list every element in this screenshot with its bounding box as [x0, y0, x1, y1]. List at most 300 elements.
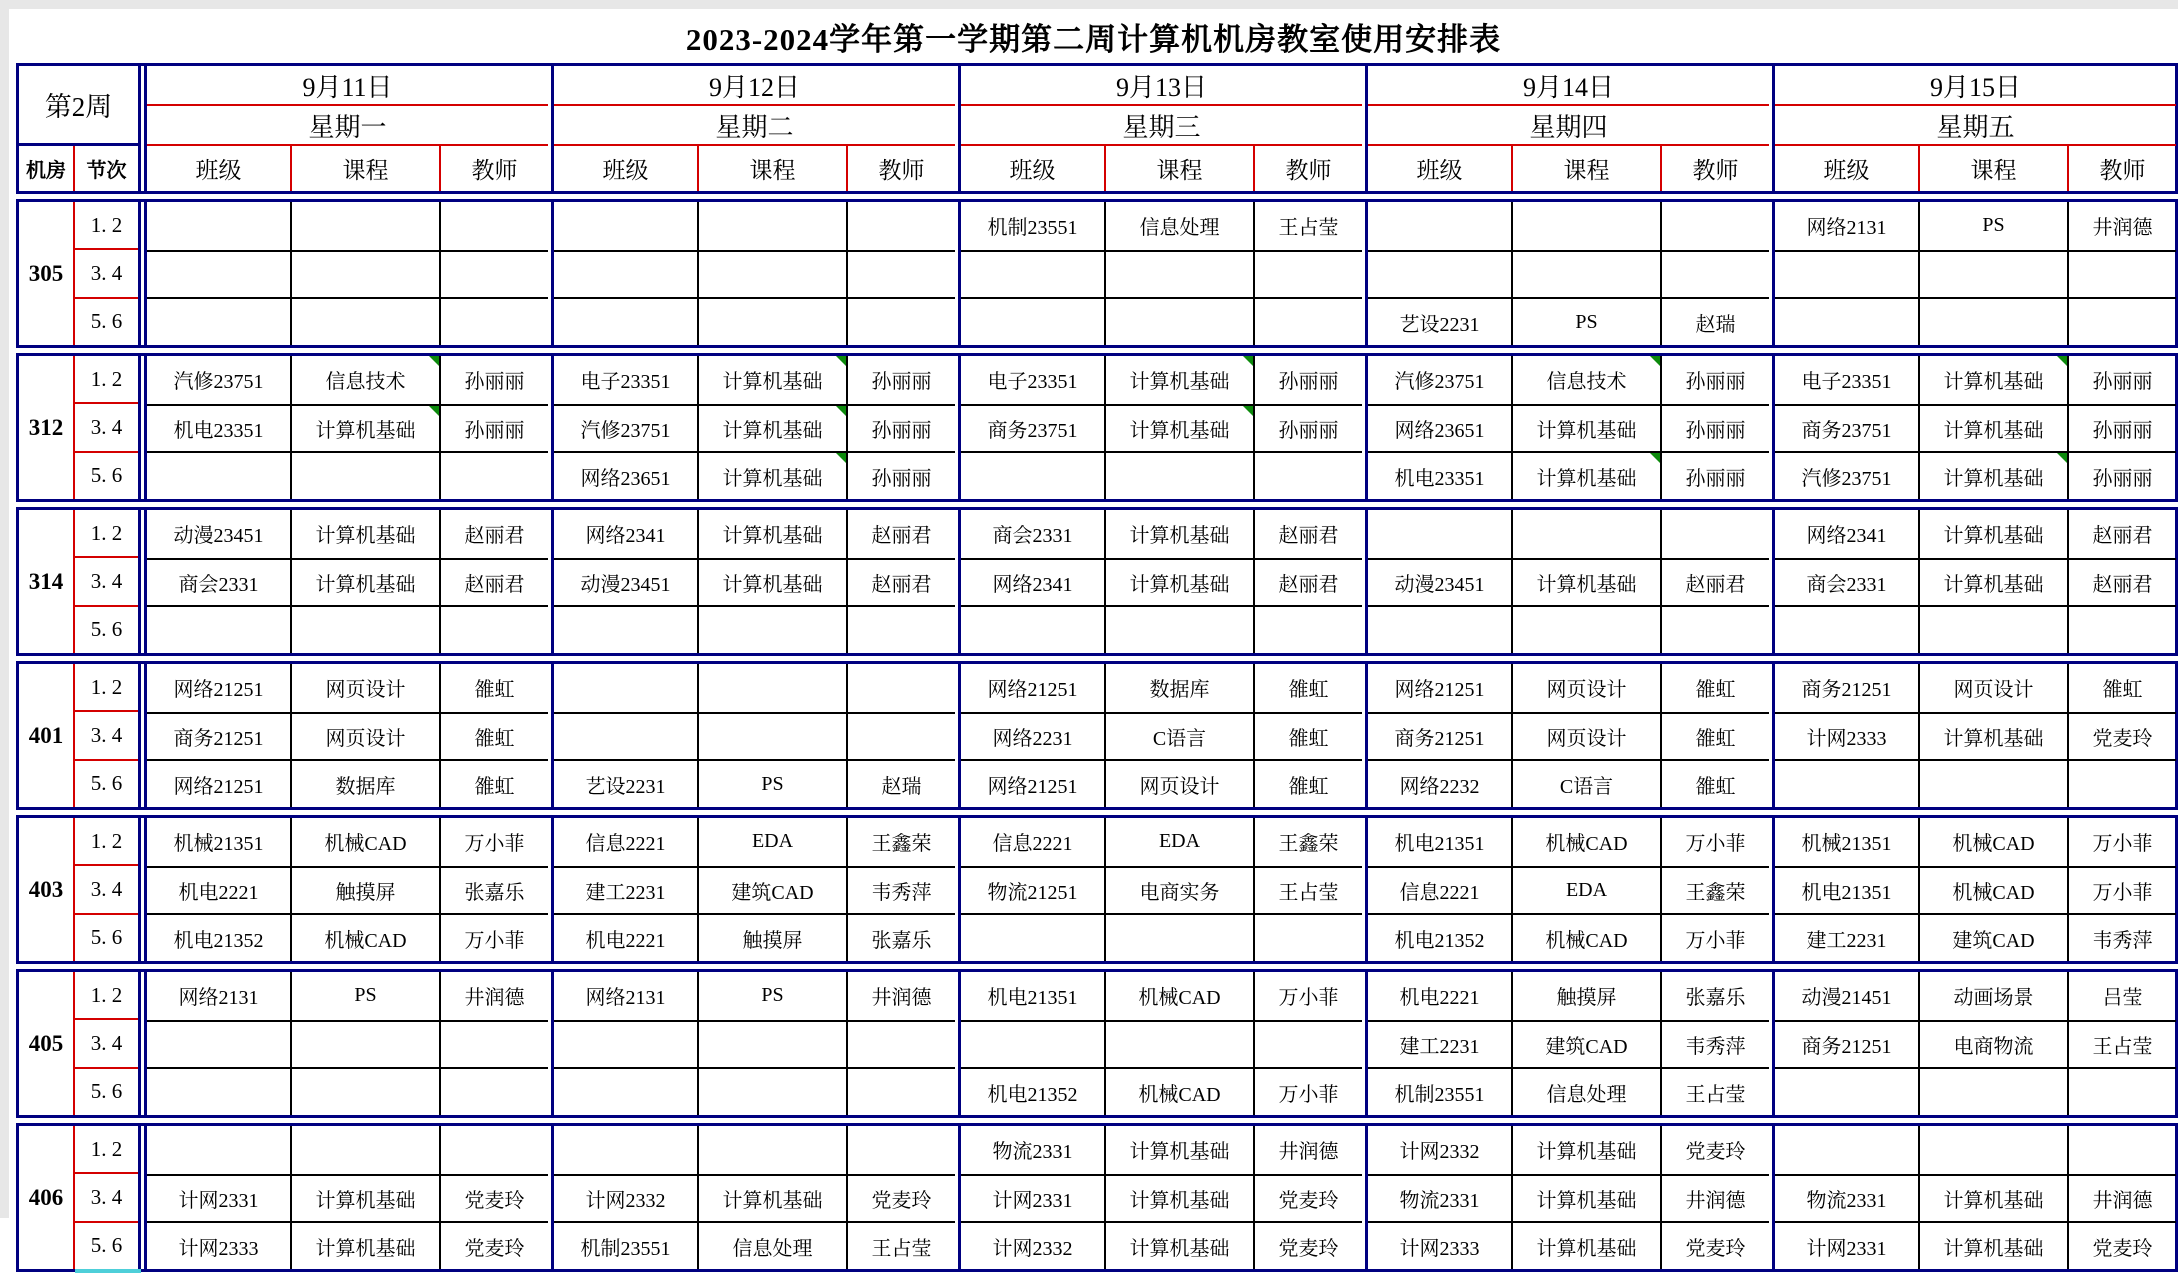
- room-number[interactable]: 312: [19, 356, 75, 499]
- cell-teacher[interactable]: 党麦玲: [439, 1174, 548, 1222]
- cell-teacher[interactable]: 孙丽丽: [846, 356, 955, 404]
- room-number[interactable]: 401: [19, 664, 75, 807]
- cell-teacher[interactable]: 王占莹: [1660, 1067, 1769, 1115]
- cell-class[interactable]: 电子23351: [1801, 371, 1892, 394]
- cell-course[interactable]: EDA: [1511, 866, 1660, 914]
- cell-course[interactable]: 计算机基础: [290, 404, 439, 452]
- period-cell[interactable]: 3. 4: [75, 248, 138, 296]
- cell-class[interactable]: 机电2221: [554, 913, 697, 961]
- cell-teacher[interactable]: [846, 1067, 955, 1115]
- cell-teacher[interactable]: 孙丽丽: [1660, 404, 1769, 452]
- cell-teacher[interactable]: 雒虹: [1253, 759, 1362, 807]
- day-date[interactable]: 9月15日: [1775, 66, 2176, 106]
- cell-course[interactable]: 数据库: [290, 759, 439, 807]
- cell-class[interactable]: 建工2231: [554, 866, 697, 914]
- day-weekday[interactable]: 星期二: [554, 106, 955, 146]
- cell-teacher[interactable]: 吕莹: [2067, 972, 2176, 1020]
- cell-class[interactable]: [961, 297, 1104, 345]
- cell-teacher[interactable]: 党麦玲: [1660, 1221, 1769, 1269]
- cell-class[interactable]: 商务23751: [961, 404, 1104, 452]
- cell-course[interactable]: 计算机基础: [1104, 404, 1253, 452]
- cell-class[interactable]: [1775, 1067, 1918, 1115]
- period-cell[interactable]: 3. 4: [75, 1172, 138, 1220]
- course-col-header[interactable]: 课程: [290, 146, 439, 191]
- cell-teacher[interactable]: 孙丽丽: [1660, 356, 1769, 404]
- cell-class[interactable]: 建工2231: [1775, 913, 1918, 961]
- cell-teacher[interactable]: 万小菲: [439, 818, 548, 866]
- cell-teacher[interactable]: [1253, 451, 1362, 499]
- cell-class[interactable]: [1368, 202, 1511, 250]
- cell-class[interactable]: 机电21352: [147, 913, 290, 961]
- cell-teacher[interactable]: 雒虹: [1253, 664, 1362, 712]
- cell-course[interactable]: 机械CAD: [1511, 913, 1660, 961]
- cell-course[interactable]: [1918, 1067, 2067, 1115]
- course-col-header[interactable]: 课程: [1104, 146, 1253, 191]
- cell-course[interactable]: 网页设计: [290, 712, 439, 760]
- cell-teacher[interactable]: [1253, 297, 1362, 345]
- cell-course[interactable]: 计算机基础: [1511, 404, 1660, 452]
- class-col-header[interactable]: 班级: [195, 158, 242, 183]
- cell-teacher[interactable]: [1253, 605, 1362, 653]
- cell-class[interactable]: 物流2331: [992, 1141, 1073, 1164]
- cell-class[interactable]: [961, 605, 1104, 653]
- cell-class[interactable]: 商会2331: [147, 558, 290, 606]
- cell-teacher[interactable]: [2067, 1067, 2176, 1115]
- cell-course[interactable]: 计算机基础: [1511, 1221, 1660, 1269]
- cell-class[interactable]: 计网2331: [147, 1174, 290, 1222]
- cell-course[interactable]: 计算机基础: [1511, 1126, 1660, 1174]
- day-date[interactable]: 9月14日: [1368, 66, 1769, 106]
- cell-teacher[interactable]: 万小菲: [1660, 818, 1769, 866]
- teacher-col-header[interactable]: 教师: [1660, 146, 1769, 191]
- teacher-col-header[interactable]: 教师: [2067, 146, 2176, 191]
- period-cell[interactable]: 3. 4: [75, 864, 138, 912]
- room-number[interactable]: 403: [19, 818, 75, 961]
- cell-class[interactable]: [1775, 605, 1918, 653]
- cell-class[interactable]: 商会2331: [992, 525, 1073, 548]
- cell-class[interactable]: 网络2131: [1806, 217, 1887, 240]
- day-date[interactable]: 9月11日: [147, 66, 548, 106]
- cell-course[interactable]: [1918, 297, 2067, 345]
- cell-teacher[interactable]: [1660, 605, 1769, 653]
- cell-teacher[interactable]: 万小菲: [1253, 1067, 1362, 1115]
- cell-course[interactable]: [697, 250, 846, 298]
- day-weekday[interactable]: 星期五: [1775, 106, 2176, 146]
- cell-class[interactable]: 机制23551: [554, 1221, 697, 1269]
- cell-course[interactable]: 计算机基础: [1918, 510, 2067, 558]
- cell-teacher[interactable]: [1253, 913, 1362, 961]
- cell-teacher[interactable]: 雒虹: [1660, 759, 1769, 807]
- cell-course[interactable]: 网页设计: [290, 664, 439, 712]
- cell-class[interactable]: 网络23651: [554, 451, 697, 499]
- cell-course[interactable]: 计算机基础: [290, 558, 439, 606]
- cell-course[interactable]: [290, 1067, 439, 1115]
- period-cell[interactable]: 5. 6: [75, 759, 138, 807]
- cell-teacher[interactable]: 雒虹: [1253, 712, 1362, 760]
- cell-teacher[interactable]: [2067, 250, 2176, 298]
- cell-class[interactable]: 机械21351: [1801, 833, 1892, 856]
- cell-teacher[interactable]: 王鑫荣: [846, 818, 955, 866]
- cell-class[interactable]: 机电2221: [1399, 987, 1480, 1010]
- cell-course[interactable]: 触摸屏: [290, 866, 439, 914]
- cell-class[interactable]: 商务21251: [1801, 679, 1892, 702]
- cell-teacher[interactable]: 韦秀萍: [2067, 913, 2176, 961]
- teacher-col-header[interactable]: 教师: [439, 146, 548, 191]
- cell-course[interactable]: [697, 1126, 846, 1174]
- period-col-header[interactable]: 节次: [86, 160, 127, 182]
- cell-class[interactable]: [554, 605, 697, 653]
- cell-teacher[interactable]: 王鑫荣: [1660, 866, 1769, 914]
- cell-course[interactable]: 机械CAD: [290, 818, 439, 866]
- cell-course[interactable]: 计算机基础: [1918, 712, 2067, 760]
- cell-teacher[interactable]: 雒虹: [439, 664, 548, 712]
- cell-class[interactable]: 网络2232: [1368, 759, 1511, 807]
- cell-teacher[interactable]: [439, 451, 548, 499]
- cell-teacher[interactable]: 万小菲: [1253, 972, 1362, 1020]
- cell-class[interactable]: [147, 297, 290, 345]
- period-cell[interactable]: 3. 4: [75, 710, 138, 758]
- cell-teacher[interactable]: [1660, 250, 1769, 298]
- cell-teacher[interactable]: 赵丽君: [846, 558, 955, 606]
- cell-class[interactable]: 网络21251: [147, 759, 290, 807]
- cell-teacher[interactable]: 党麦玲: [846, 1174, 955, 1222]
- cell-course[interactable]: 计算机基础: [290, 510, 439, 558]
- cell-class[interactable]: 汽修23751: [173, 371, 264, 394]
- day-weekday[interactable]: 星期一: [147, 106, 548, 146]
- cell-class[interactable]: 机电21351: [1394, 833, 1485, 856]
- cell-teacher[interactable]: 韦秀萍: [846, 866, 955, 914]
- cell-teacher[interactable]: 孙丽丽: [1660, 451, 1769, 499]
- cell-teacher[interactable]: [1253, 250, 1362, 298]
- cell-course[interactable]: 计算机基础: [1511, 1174, 1660, 1222]
- cell-course[interactable]: [697, 297, 846, 345]
- cell-class[interactable]: 物流2331: [1775, 1174, 1918, 1222]
- cell-course[interactable]: [290, 451, 439, 499]
- cell-teacher[interactable]: 王占莹: [2067, 1020, 2176, 1068]
- room-col-header[interactable]: 机房: [19, 146, 75, 191]
- cell-class[interactable]: 计网2333: [1775, 712, 1918, 760]
- cell-teacher[interactable]: 雒虹: [1660, 664, 1769, 712]
- cell-course[interactable]: 机械CAD: [1918, 866, 2067, 914]
- cell-class[interactable]: 计网2331: [1775, 1221, 1918, 1269]
- cell-teacher[interactable]: 赵丽君: [439, 510, 548, 558]
- cell-teacher[interactable]: 党麦玲: [439, 1221, 548, 1269]
- cell-teacher[interactable]: 井润德: [1253, 1126, 1362, 1174]
- cell-course[interactable]: [1511, 202, 1660, 250]
- cell-teacher[interactable]: 王鑫荣: [1253, 818, 1362, 866]
- cell-course[interactable]: PS: [697, 759, 846, 807]
- period-cell[interactable]: 3. 4: [75, 402, 138, 450]
- cell-class[interactable]: [961, 913, 1104, 961]
- cell-teacher[interactable]: [846, 605, 955, 653]
- cell-course[interactable]: 机械CAD: [290, 913, 439, 961]
- cell-course[interactable]: 计算机基础: [1511, 558, 1660, 606]
- period-cell[interactable]: 5. 6: [75, 1067, 138, 1115]
- cell-course[interactable]: [1511, 605, 1660, 653]
- day-weekday[interactable]: 星期三: [961, 106, 1362, 146]
- cell-course[interactable]: 计算机基础: [1918, 1174, 2067, 1222]
- cell-teacher[interactable]: 万小菲: [1660, 913, 1769, 961]
- cell-teacher[interactable]: 孙丽丽: [2067, 451, 2176, 499]
- cell-class[interactable]: 汽修23751: [1394, 371, 1485, 394]
- cell-teacher[interactable]: 韦秀萍: [1660, 1020, 1769, 1068]
- cell-class[interactable]: [554, 202, 697, 250]
- cell-teacher[interactable]: [439, 250, 548, 298]
- cell-course[interactable]: 计算机基础: [1918, 558, 2067, 606]
- period-cell[interactable]: 1. 2: [90, 366, 123, 391]
- period-cell[interactable]: 3. 4: [75, 556, 138, 604]
- cell-teacher[interactable]: [2067, 759, 2176, 807]
- cell-class[interactable]: 信息2221: [585, 833, 666, 856]
- cell-course[interactable]: [1104, 250, 1253, 298]
- cell-course[interactable]: 触摸屏: [697, 913, 846, 961]
- class-col-header[interactable]: 班级: [1823, 158, 1870, 183]
- cell-class[interactable]: 机电21352: [1368, 913, 1511, 961]
- cell-teacher[interactable]: 雒虹: [2067, 664, 2176, 712]
- cell-course[interactable]: 计算机基础: [1104, 558, 1253, 606]
- cell-class[interactable]: [147, 1067, 290, 1115]
- cell-course[interactable]: 建筑CAD: [697, 866, 846, 914]
- cell-class[interactable]: [147, 202, 290, 250]
- cell-class[interactable]: [1368, 250, 1511, 298]
- period-cell[interactable]: 1. 2: [90, 1136, 123, 1161]
- cell-class[interactable]: 计网2332: [961, 1221, 1104, 1269]
- teacher-col-header[interactable]: 教师: [846, 146, 955, 191]
- cell-class[interactable]: 网络2341: [961, 558, 1104, 606]
- cell-class[interactable]: 机制23551: [987, 217, 1078, 240]
- cell-teacher[interactable]: 赵丽君: [1253, 558, 1362, 606]
- cell-course[interactable]: 计算机基础: [1918, 451, 2067, 499]
- cell-class[interactable]: 艺设2231: [554, 759, 697, 807]
- cell-class[interactable]: 网络2131: [178, 987, 259, 1010]
- cell-course[interactable]: PS: [1511, 297, 1660, 345]
- cell-teacher[interactable]: [846, 297, 955, 345]
- cell-class[interactable]: 信息2221: [1368, 866, 1511, 914]
- room-number[interactable]: 405: [19, 972, 75, 1115]
- cell-course[interactable]: [1104, 1020, 1253, 1068]
- cell-class[interactable]: 机电23351: [1368, 451, 1511, 499]
- cell-course[interactable]: [290, 605, 439, 653]
- cell-teacher[interactable]: 王占莹: [1253, 866, 1362, 914]
- period-cell[interactable]: 5. 6: [75, 605, 138, 653]
- day-date[interactable]: 9月13日: [961, 66, 1362, 106]
- cell-course[interactable]: 机械CAD: [1104, 972, 1253, 1020]
- cell-course[interactable]: [1104, 605, 1253, 653]
- cell-course[interactable]: 计算机基础: [1104, 1174, 1253, 1222]
- cell-teacher[interactable]: 党麦玲: [2067, 712, 2176, 760]
- cell-class[interactable]: 机械21351: [173, 833, 264, 856]
- cell-class[interactable]: 网络23651: [1368, 404, 1511, 452]
- cell-teacher[interactable]: 雒虹: [439, 712, 548, 760]
- cell-class[interactable]: [961, 451, 1104, 499]
- cell-teacher[interactable]: [1253, 1020, 1362, 1068]
- cell-course[interactable]: 计算机基础: [1104, 1221, 1253, 1269]
- cell-teacher[interactable]: 孙丽丽: [1253, 356, 1362, 404]
- cell-class[interactable]: [554, 712, 697, 760]
- day-weekday[interactable]: 星期四: [1368, 106, 1769, 146]
- cell-class[interactable]: 计网2333: [147, 1221, 290, 1269]
- cell-teacher[interactable]: 雒虹: [1660, 712, 1769, 760]
- cell-class[interactable]: 动漫23451: [173, 525, 264, 548]
- cell-course[interactable]: EDA: [697, 818, 846, 866]
- cell-class[interactable]: [961, 250, 1104, 298]
- cell-class[interactable]: 计网2332: [1399, 1141, 1480, 1164]
- cell-course[interactable]: 计算机基础: [1104, 356, 1253, 404]
- period-cell[interactable]: 5. 6: [75, 297, 138, 345]
- cell-teacher[interactable]: 孙丽丽: [439, 356, 548, 404]
- cell-teacher[interactable]: [846, 1126, 955, 1174]
- cell-course[interactable]: 网页设计: [1104, 759, 1253, 807]
- cell-teacher[interactable]: 党麦玲: [1660, 1126, 1769, 1174]
- cell-teacher[interactable]: [2067, 297, 2176, 345]
- class-col-header[interactable]: 班级: [602, 158, 649, 183]
- cell-teacher[interactable]: 井润德: [2067, 202, 2176, 250]
- cell-course[interactable]: 信息处理: [697, 1221, 846, 1269]
- cell-teacher[interactable]: 党麦玲: [1253, 1174, 1362, 1222]
- cell-course[interactable]: 信息技术: [290, 356, 439, 404]
- cell-course[interactable]: [1918, 1126, 2067, 1174]
- cell-course[interactable]: 网页设计: [1918, 664, 2067, 712]
- cell-class[interactable]: [147, 451, 290, 499]
- cell-course[interactable]: [290, 1126, 439, 1174]
- cell-course[interactable]: [1511, 250, 1660, 298]
- cell-teacher[interactable]: [439, 1020, 548, 1068]
- cell-teacher[interactable]: 赵丽君: [2067, 558, 2176, 606]
- cell-teacher[interactable]: [1660, 202, 1769, 250]
- cell-course[interactable]: PS: [1918, 202, 2067, 250]
- cell-teacher[interactable]: 赵瑞: [846, 759, 955, 807]
- teacher-col-header[interactable]: 教师: [1253, 146, 1362, 191]
- cell-teacher[interactable]: [439, 1126, 548, 1174]
- cell-course[interactable]: [1104, 297, 1253, 345]
- cell-class[interactable]: 商会2331: [1775, 558, 1918, 606]
- cell-class[interactable]: [1775, 250, 1918, 298]
- cell-teacher[interactable]: 孙丽丽: [2067, 356, 2176, 404]
- cell-class[interactable]: 计网2333: [1368, 1221, 1511, 1269]
- cell-teacher[interactable]: [846, 712, 955, 760]
- cell-class[interactable]: [554, 297, 697, 345]
- cell-class[interactable]: 艺设2231: [1368, 297, 1511, 345]
- cell-teacher[interactable]: [2067, 1126, 2176, 1174]
- cell-course[interactable]: [1918, 605, 2067, 653]
- cell-class[interactable]: [1775, 297, 1918, 345]
- cell-teacher[interactable]: 赵丽君: [2067, 510, 2176, 558]
- cell-class[interactable]: [961, 1020, 1104, 1068]
- cell-course[interactable]: 网页设计: [1511, 712, 1660, 760]
- cell-teacher[interactable]: 张嘉乐: [1660, 972, 1769, 1020]
- cell-course[interactable]: 机械CAD: [1511, 818, 1660, 866]
- cell-course[interactable]: C语言: [1511, 759, 1660, 807]
- cell-class[interactable]: 网络2231: [961, 712, 1104, 760]
- cell-course[interactable]: [697, 605, 846, 653]
- cell-teacher[interactable]: 井润德: [2067, 1174, 2176, 1222]
- cell-teacher[interactable]: 井润德: [439, 972, 548, 1020]
- cell-teacher[interactable]: 万小菲: [2067, 866, 2176, 914]
- cell-teacher[interactable]: 党麦玲: [1253, 1221, 1362, 1269]
- cell-course[interactable]: [1104, 913, 1253, 961]
- cell-course[interactable]: [1918, 250, 2067, 298]
- cell-class[interactable]: [554, 1067, 697, 1115]
- cell-class[interactable]: 建工2231: [1368, 1020, 1511, 1068]
- cell-class[interactable]: 商务21251: [1368, 712, 1511, 760]
- cell-course[interactable]: 信息技术: [1511, 356, 1660, 404]
- period-cell[interactable]: 5. 6: [75, 913, 138, 961]
- cell-class[interactable]: [554, 1126, 697, 1174]
- cell-course[interactable]: 网页设计: [1511, 664, 1660, 712]
- cell-class[interactable]: 商务23751: [1775, 404, 1918, 452]
- cell-teacher[interactable]: 王占莹: [846, 1221, 955, 1269]
- cell-course[interactable]: [697, 202, 846, 250]
- cell-course[interactable]: PS: [290, 972, 439, 1020]
- cell-class[interactable]: 商务21251: [147, 712, 290, 760]
- cell-class[interactable]: 网络21251: [961, 759, 1104, 807]
- cell-course[interactable]: 计算机基础: [697, 510, 846, 558]
- cell-class[interactable]: 计网2331: [961, 1174, 1104, 1222]
- week-badge[interactable]: 第2周: [19, 66, 138, 146]
- cell-course[interactable]: 计算机基础: [1104, 1126, 1253, 1174]
- cell-course[interactable]: PS: [697, 972, 846, 1020]
- cell-class[interactable]: 动漫23451: [554, 558, 697, 606]
- cell-class[interactable]: 信息2221: [992, 833, 1073, 856]
- cell-teacher[interactable]: [439, 605, 548, 653]
- cell-teacher[interactable]: [846, 1020, 955, 1068]
- cell-course[interactable]: [290, 202, 439, 250]
- cell-class[interactable]: [1368, 605, 1511, 653]
- cell-teacher[interactable]: 张嘉乐: [846, 913, 955, 961]
- cell-course[interactable]: EDA: [1104, 818, 1253, 866]
- cell-teacher[interactable]: [439, 1067, 548, 1115]
- cell-class[interactable]: 电子23351: [580, 371, 671, 394]
- cell-course[interactable]: 数据库: [1104, 664, 1253, 712]
- cell-course[interactable]: [1918, 759, 2067, 807]
- room-number[interactable]: 406: [19, 1126, 75, 1269]
- cell-class[interactable]: [554, 250, 697, 298]
- course-col-header[interactable]: 课程: [1918, 146, 2067, 191]
- cell-class[interactable]: 计网2332: [554, 1174, 697, 1222]
- cell-teacher[interactable]: 党麦玲: [2067, 1221, 2176, 1269]
- cell-course[interactable]: 建筑CAD: [1511, 1020, 1660, 1068]
- cell-course[interactable]: [290, 1020, 439, 1068]
- room-number[interactable]: 314: [19, 510, 75, 653]
- cell-course[interactable]: 动画场景: [1918, 972, 2067, 1020]
- cell-teacher[interactable]: [439, 202, 548, 250]
- cell-course[interactable]: 信息处理: [1511, 1067, 1660, 1115]
- cell-course[interactable]: 电商实务: [1104, 866, 1253, 914]
- cell-teacher[interactable]: [1660, 510, 1769, 558]
- course-col-header[interactable]: 课程: [1511, 146, 1660, 191]
- cell-teacher[interactable]: 孙丽丽: [2067, 404, 2176, 452]
- cell-course[interactable]: 计算机基础: [697, 404, 846, 452]
- cell-teacher[interactable]: 赵瑞: [1660, 297, 1769, 345]
- cell-teacher[interactable]: 井润德: [1660, 1174, 1769, 1222]
- cell-class[interactable]: 物流21251: [961, 866, 1104, 914]
- cell-teacher[interactable]: [846, 250, 955, 298]
- cell-class[interactable]: 机电23351: [147, 404, 290, 452]
- cell-teacher[interactable]: 万小菲: [439, 913, 548, 961]
- cell-teacher[interactable]: 雒虹: [439, 759, 548, 807]
- cell-class[interactable]: [147, 1126, 290, 1174]
- period-cell[interactable]: 5. 6: [75, 451, 138, 499]
- cell-class[interactable]: 网络21251: [173, 679, 264, 702]
- period-cell[interactable]: 1. 2: [90, 520, 123, 545]
- cell-course[interactable]: 机械CAD: [1918, 818, 2067, 866]
- room-number[interactable]: 305: [19, 202, 75, 345]
- cell-course[interactable]: 电商物流: [1918, 1020, 2067, 1068]
- cell-class[interactable]: 动漫23451: [1368, 558, 1511, 606]
- cell-class[interactable]: 动漫21451: [1801, 987, 1892, 1010]
- cell-course[interactable]: 计算机基础: [697, 1174, 846, 1222]
- cell-course[interactable]: 计算机基础: [1104, 510, 1253, 558]
